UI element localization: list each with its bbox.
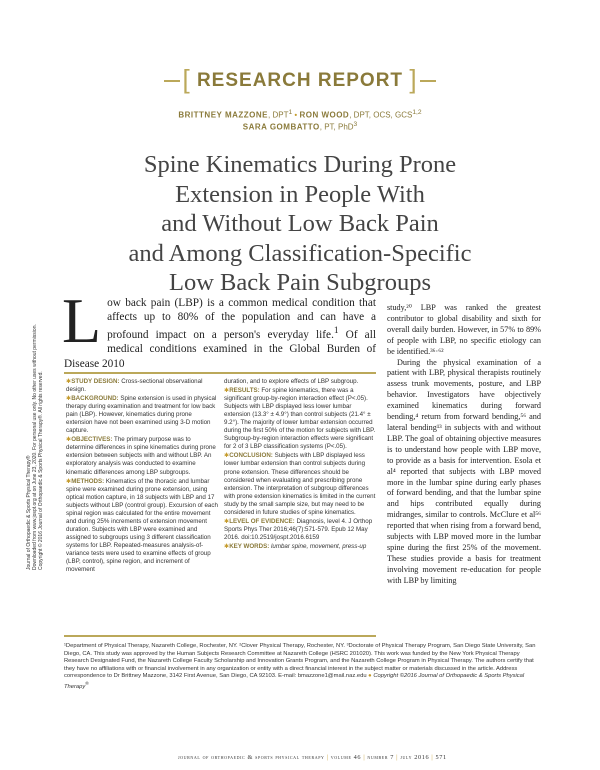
footer-separator: |	[431, 754, 436, 761]
body-right-column	[387, 303, 541, 587]
journal-number: number 7	[367, 754, 395, 761]
intro-text-2: Of all medical conditions examined in the Global Burden of Disease 2010	[64, 329, 376, 370]
intro-paragraph	[62, 285, 376, 371]
header-rule-left	[164, 80, 180, 82]
article-title	[0, 150, 600, 298]
footer-separator: |	[396, 754, 401, 761]
author-wood-credentials: , DPT, OCS, GCS	[349, 110, 413, 120]
intro-ref: 1	[333, 326, 339, 337]
star-icon: ✱	[224, 517, 230, 525]
abstract-background: ✱BACKGROUND: Spine extension is used in physical therapy during examination and treatment for low back pain (LBP). However, kinematics during prone extension have not been examined using 3-D motion capture.	[66, 395, 217, 435]
abstract-methods: ✱METHODS: Kinematics of the thoracic and lumbar spine were examined during prone extension, using optical motion capture, in 18 subjects with LBP and 17 subjects without LBP (control group). Excursion of each spinal region was calculated for the entire movement and during 25% increments of extension movement duration. Subjects with LBP were examined and assigned to subgroups using 3 different classification systems for LBP. Repeated-measures analysis-of-variance tests were used to examine effects of group (LBP, control), spine region, and increment of movement	[66, 477, 218, 574]
footnote-reg: ®	[85, 681, 89, 687]
journal-name: journal of orthopaedic & sports physical therapy	[178, 754, 325, 761]
side-note-line-3: Copyright © 2016 Journal of Orthopaedic & Sports Physical Therapy®. All rights reserved.	[38, 371, 44, 570]
abstract-objectives: ✱OBJECTIVES: The primary purpose was to determine differences in spine kinematics during prone extension between subjects with and without LBP. An exploratory analysis was conducted to examine kinematic differences among LBP subgroups.	[66, 436, 216, 476]
title-line-3: and Without Low Back Pain	[161, 210, 439, 237]
title-line-2: Extension in People With	[175, 180, 425, 208]
star-icon: ✱	[66, 436, 72, 444]
abstract-left-column	[66, 378, 218, 575]
footnote-copyright: Copyright ©2016 Journal of Orthopaedic & Sports Physical Therapy	[64, 673, 525, 690]
abstract-right-column	[224, 378, 376, 552]
abstract-results: ✱RESULTS: For spine kinematics, there was a significant group-by-region interaction effect (P<.05). Subjects with LBP displayed less lower lumbar extension (13.3° ± 4.9°) than control subjects (21.4° ± 9.2°). The majority of lower lumbar extension occurred during the first 50% of the motion for subjects with LBP. Subgroup-by-region interaction effects were significant for 2 of 3 LBP classification systems (P<.05).	[224, 387, 376, 451]
author-gombatto-sup: 3	[353, 121, 358, 128]
intro-text: ow back pain (LBP) is a common medical condition that affects up to 80% of the population and can have a profound impact on a person's everyday life.	[107, 297, 376, 342]
title-line-4: and Among Classification-Specific	[128, 239, 472, 267]
author-mazzone: BRITTNEY MAZZONE	[178, 110, 269, 120]
author-mazzone-sup: 1	[288, 109, 293, 116]
star-icon: ✱	[224, 542, 230, 550]
star-icon: ✱	[224, 452, 230, 460]
section-label-text: RESEARCH REPORT	[196, 70, 404, 91]
abstract-study-design: ✱STUDY DESIGN: Cross-sectional observational design.	[66, 378, 203, 394]
abstract-key-words: ✱KEY WORDS: lumbar spine, movement, press-up	[224, 542, 367, 550]
author-line-1	[0, 109, 600, 120]
separator-dot: •	[294, 110, 300, 120]
footnote	[64, 643, 542, 691]
abstract-top-rule	[64, 372, 376, 374]
abstract-conclusion: ✱CONCLUSION: Subjects with LBP displayed less lower lumbar extension than control subjects during prone extension. These differences should be considered when evaluating and prescribing prone extension. The interpretation of subgroup differences with prone extension kinematics is limited in the current study by the small sample size, but may need to be considered in future studies of spine kinematics.	[224, 452, 376, 516]
title-line-5: Low Back Pain Subgroups	[169, 269, 431, 296]
footer-separator: |	[363, 754, 368, 761]
star-icon: ✱	[66, 395, 72, 403]
bracket-left: [	[182, 64, 191, 94]
section-label	[0, 62, 600, 93]
body-paragraph-2: During the physical examination of a patient with LBP, physical therapists routinely assess trunk movements, posture, and LBP behavior. Investigators have objectively examined kinematics during forward bending,⁴ return from forward bending,⁵⁶ and lateral bending¹³ in subjects with and without LBP. The goal of obtaining objective measures is to understand how people with LBP move, to provide as a basis for intervention. Esola et al⁴ reported that subjects with LBP moved more in the lumbar spine during early phases of forward bending, and that the lumbar spine and hips contributed equally during midranges, similar to controls. McClure et al⁵⁶ reported that when rising from a forward bend, subjects with LBP moved more in the lumbar spine during the first 25% of the movement. These studies provide a basis for treatment involving movement re-education for people with LBP by limiting	[387, 357, 541, 585]
author-line-2	[0, 121, 600, 132]
star-icon: ✱	[224, 387, 230, 395]
drop-cap: L	[62, 285, 102, 356]
title-line-1: Spine Kinematics During Prone	[143, 151, 457, 178]
star-icon: ✱	[66, 477, 72, 485]
abstract-level-of-evidence: ✱LEVEL OF EVIDENCE: Diagnosis, level 4. J Orthop Sports Phys Ther 2016;46(7):571-579. Epub 12 May 2016. doi:10.2519/jospt.2016.6159	[224, 517, 373, 541]
header-rule-right	[420, 80, 436, 82]
author-mazzone-credentials: , DPT	[268, 110, 289, 120]
abstract-bottom-rule	[64, 635, 376, 637]
author-gombatto-credentials: , PT, PhD	[319, 122, 354, 132]
star-icon: ✱	[66, 378, 72, 385]
journal-volume: volume 46	[330, 754, 362, 761]
dot-icon: ●	[368, 673, 372, 680]
author-wood-sup: 1,2	[412, 109, 422, 116]
journal-date: july 2016	[400, 754, 430, 761]
footer-separator: |	[326, 754, 331, 761]
footnote-text: ¹Department of Physical Therapy, Nazareth College, Rochester, NY. ²Clover Physical Therapy, Rochester, NY. ³Doctorate of Physical Therapy Program, San Diego State University, San Diego, CA. This study was approved by the Human Subjects Research Committee at Nazareth College (HSRC 201020). This work was funded by the New York Physical Therapy Research Designated Fund, the Nazareth College Faculty Scholarship and Innovation Grants Program, and the Nazareth College Program in Physical Therapy. The authors certify that they have no affiliations with or financial involvement in any organization or entity with a direct financial interest in the subject matter or materials discussed in the article. Address correspondence to Dr Brittney Mazzone, 3142 First Avenue, San Diego, CA 92103. E-mail: bmazzone1@mail.naz.edu	[64, 643, 536, 680]
bracket-right: ]	[409, 64, 418, 94]
author-wood: RON WOOD	[299, 110, 350, 120]
author-gombatto: SARA GOMBATTO	[242, 122, 320, 132]
page-number: 571	[435, 754, 447, 761]
side-note	[26, 270, 44, 570]
body-paragraph-1: study,²⁰ LBP was ranked the greatest contributor to global disability and sixth for overall daily burden. However, in 57% to 89% of people with LBP, no specific etiology can be identified.³⁶·⁶²	[387, 303, 541, 356]
abstract-continued: duration, and to explore effects of LBP subgroup.	[224, 378, 359, 385]
journal-footer	[178, 754, 447, 761]
side-note-line-2: Downloaded from www.jospt.org at on June 23, 2020. For personal use only. No other uses without permission.	[32, 324, 38, 570]
side-note-line-1: Journal of Orthopaedic & Sports Physical Therapy®	[26, 455, 32, 570]
